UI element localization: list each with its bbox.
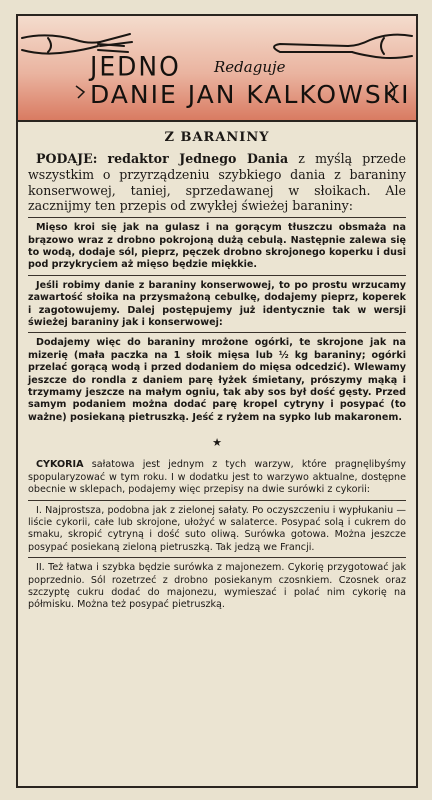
chicory-intro-text: sałatowa jest jednym z tych warzyw, które pragnęlibyśmy spopularyzować w tym roku. I w dodatku jest to warzywo aktualne, dostępne obecnie w sklepach, podajemy więc przepisy na dwie surówki z cykorii: — [28, 459, 406, 496]
lead-label: PODAJE: — [36, 151, 98, 166]
paragraph-chicory-intro — [28, 459, 406, 496]
lead-author: redaktor Jednego Dania — [107, 151, 289, 166]
article-frame — [16, 14, 418, 788]
column-header — [18, 16, 416, 122]
lead-text: z myślą przede wszystkim o przyrządzeniu szybkiego dania z baraniny konserwowej, taniej, sprzedawanej w słoikach. Ale zacznijmy ten przepis od zwykłej świeżej baraniny: — [28, 151, 406, 214]
article-body — [28, 126, 406, 613]
paragraph-fresh-mutton: Mięso kroi się jak na gulasz i na gorącym tłuszczu obsmaża na brązowo wraz z drobno pokrojoną dużą cebulą. Następnie zalewa się to wodą, dodaje sól, pieprz, pęczek drobno skrojonego koperku i dusi pod przykryciem aż mięso będzie miękkie. — [28, 222, 406, 271]
divider — [28, 217, 406, 218]
paragraph-salad-one: I. Najprostsza, podobna jak z zielonej sałaty. Po oczyszczeniu i wypłukaniu — liście cykorii, całe lub skrojone, ułożyć w salaterce. Posypać solą i cukrem do smaku, skropić cytryną i dość suto oliwą. Surówka gotowa. Można jeszcze posypać posiekaną zieloną pietruszką. Tak jedzą we Francji. — [28, 504, 406, 553]
header-redaguje: Redaguje — [214, 58, 286, 76]
paragraph-cucumbers: Dodajemy więc do baraniny mrożone ogórki, te skrojone jak na mizerię (mała paczka na 1 słoik mięsa lub ½ kg baraniny; ogórki przelać gorącą wodą i przed dodaniem do mięsa odcedzić). Wlewamy jeszcze do rondla z daniem parę łyżek śmietany, prószymy mąką i trzymamy jeszcze na małym ogniu, tak aby sos był dość gęsty. Przed samym podaniem można dodać parę kropel cytryny i posypać (to ważne) posiekaną pietruszką. Jeść z ryżem na sypko lub makaronem. — [28, 337, 406, 423]
right-hand-knife-icon — [274, 35, 412, 58]
paragraph-salad-two: II. Też łatwa i szybka będzie surówka z majonezem. Cykorię przygotować jak poprzednio. Sól rozetrzeć z drobno posiekanym czosnkiem. Czosnek oraz szczyptę cukru dodać do majonezu, wymieszać i polać nim cykorię na półmisku. Można też posypać pietruszką. — [28, 562, 406, 611]
divider — [28, 557, 406, 558]
article-title: Z BARANINY — [164, 130, 270, 145]
divider — [28, 275, 406, 276]
divider — [28, 500, 406, 501]
header-title-line2: DANIE JAN KALKOWSKI — [90, 80, 411, 109]
paragraph-canned-mutton: Jeśli robimy danie z baraniny konserwowej, to po prostu wrzucamy zawartość słoika na przysmażoną cebulkę, dodajemy pieprz, koperek i zagotowujemy. Dalej postępujemy już identycznie tak w wersji świeżej baraniny jak i konserwowej: — [28, 279, 406, 329]
lead-paragraph — [28, 151, 406, 214]
chicory-lead: CYKORIA — [36, 459, 84, 471]
divider — [28, 332, 406, 333]
star-separator: ★ — [212, 436, 222, 450]
header-title-line1: JEDNO — [90, 51, 181, 82]
